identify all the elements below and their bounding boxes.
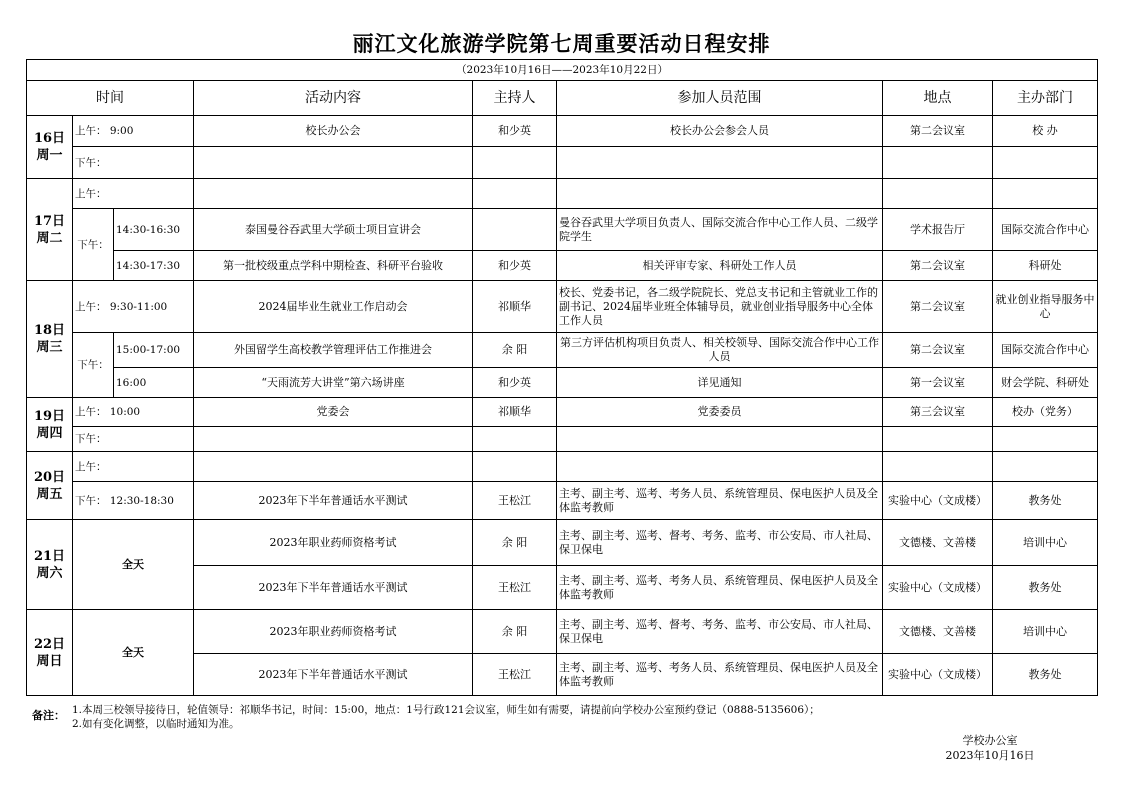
content-cell: 2023年下半年普通话水平测试 [194,654,473,696]
host-cell: 余 阳 [473,520,557,566]
location-cell: 第二会议室 [883,333,993,368]
note-item: 1.本周三校领导接待日，轮值领导：祁顺华书记，时间：15:00，地点：1号行政121会议室，师生如有需要，请提前向学校办公室预约登记（0888-5135606）； [72,704,820,716]
location-cell: 文德楼、文善楼 [883,520,993,566]
participants-cell: 相关评审专家、科研处工作人员 [557,251,883,281]
am-label: 上午： [73,452,194,482]
allday-label: 全天 [73,610,194,696]
host-cell: 王松江 [473,566,557,610]
host-cell: 余 阳 [473,610,557,654]
table-row [27,452,1098,482]
participants-cell: 主考、副主考、巡考、考务人员、系统管理员、保电医护人员及全体监考教师 [557,566,883,610]
location-cell: 第二会议室 [883,116,993,147]
time-cell: 15:00-17:00 [114,333,194,368]
host-cell: 祁顺华 [473,398,557,427]
dept-cell: 培训中心 [993,610,1098,654]
pm-label: 下午： [73,333,114,398]
location-cell: 学术报告厅 [883,209,993,251]
dept-cell: 国际交流合作中心 [993,333,1098,368]
day-cell-21: 21日 周六 [27,520,73,610]
signature-office: 学校办公室 [962,734,1018,747]
am-label: 上午： [73,179,194,209]
day-cell-16: 16日 周一 [27,116,73,179]
note-item: 2.如有变化调整，以临时通知为准。 [72,718,240,730]
time-cell: 14:30-16:30 [114,209,194,251]
table-row [27,398,1098,427]
allday-label: 全天 [73,520,194,610]
dept-cell: 就业创业指导服务中心 [993,281,1098,333]
host-cell: 和少英 [473,368,557,398]
host-cell: 王松江 [473,482,557,520]
time-cell: 上午： 9:30-11:00 [73,281,194,333]
dept-cell: 教务处 [993,566,1098,610]
pm-label: 下午： [73,147,194,179]
schedule-table [26,59,1098,696]
day-cell-20: 20日 周五 [27,452,73,520]
header-location: 地点 [883,81,993,116]
content-cell: “天雨流芳大讲堂”第六场讲座 [194,368,473,398]
content-cell: 外国留学生高校教学管理评估工作推进会 [194,333,473,368]
pm-label: 下午： [73,209,114,281]
content-cell: 泰国曼谷吞武里大学硕士项目宣讲会 [194,209,473,251]
host-cell: 祁顺华 [473,281,557,333]
notes-label: 备注： [32,709,65,722]
table-row [27,147,1098,179]
dept-cell: 校 办 [993,116,1098,147]
header-dept: 主办部门 [993,81,1098,116]
location-cell: 实验中心（文成楼） [883,654,993,696]
table-row [27,368,1098,398]
header-host: 主持人 [473,81,557,116]
time-cell: 上午： 10:00 [73,398,194,427]
table-row [27,116,1098,147]
content-cell: 2023年下半年普通话水平测试 [194,566,473,610]
table-row [27,179,1098,209]
content-cell: 校长办公会 [194,116,473,147]
participants-cell: 主考、副主考、巡考、考务人员、系统管理员、保电医护人员及全体监考教师 [557,482,883,520]
table-row [27,333,1098,368]
table-row [27,281,1098,333]
date-range: （2023年10月16日——2023年10月22日） [27,60,1098,81]
host-cell: 王松江 [473,654,557,696]
content-cell: 第一批校级重点学科中期检查、科研平台验收 [194,251,473,281]
host-cell [473,209,557,251]
table-row [27,209,1098,251]
dept-cell: 校办（党务） [993,398,1098,427]
content-cell: 2023年下半年普通话水平测试 [194,482,473,520]
location-cell: 第三会议室 [883,398,993,427]
day-cell-18: 18日 周三 [27,281,73,398]
participants-cell: 校长办公会参会人员 [557,116,883,147]
location-cell: 实验中心（文成楼） [883,482,993,520]
host-cell: 余 阳 [473,333,557,368]
day-cell-17: 17日 周二 [27,179,73,281]
participants-cell: 主考、副主考、巡考、督考、考务、监考、市公安局、市人社局、保卫保电 [557,520,883,566]
table-row [27,610,1098,654]
participants-cell: 曼谷吞武里大学项目负责人、国际交流合作中心工作人员、二级学院学生 [557,209,883,251]
time-cell: 下午： 12:30-18:30 [73,482,194,520]
time-cell: 16:00 [114,368,194,398]
day-cell-22: 22日 周日 [27,610,73,696]
table-row [27,427,1098,452]
table-row [27,251,1098,281]
dept-cell: 培训中心 [993,520,1098,566]
dept-cell: 国际交流合作中心 [993,209,1098,251]
participants-cell: 详见通知 [557,368,883,398]
location-cell: 第一会议室 [883,368,993,398]
content-cell: 党委会 [194,398,473,427]
location-cell: 实验中心（文成楼） [883,566,993,610]
pm-label: 下午： [73,427,194,452]
participants-cell: 校长、党委书记，各二级学院院长、党总支书记和主管就业工作的副书记、2024届毕业班全体辅导员，就业创业指导服务中心全体工作人员 [557,281,883,333]
dept-cell: 教务处 [993,654,1098,696]
location-cell: 第二会议室 [883,281,993,333]
participants-cell: 主考、副主考、巡考、考务人员、系统管理员、保电医护人员及全体监考教师 [557,654,883,696]
location-cell: 第二会议室 [883,251,993,281]
signature-date: 2023年10月16日 [945,749,1035,762]
dept-cell: 财会学院、科研处 [993,368,1098,398]
header-participants: 参加人员范围 [557,81,883,116]
time-cell: 上午： 9:00 [73,116,194,147]
host-cell: 和少英 [473,251,557,281]
location-cell: 文德楼、文善楼 [883,610,993,654]
content-cell: 2023年职业药师资格考试 [194,610,473,654]
table-row [27,520,1098,566]
content-cell: 2024届毕业生就业工作启动会 [194,281,473,333]
page-title: 丽江文化旅游学院第七周重要活动日程安排 [352,31,771,56]
participants-cell: 主考、副主考、巡考、督考、考务、监考、市公安局、市人社局、保卫保电 [557,610,883,654]
header-content: 活动内容 [194,81,473,116]
time-cell: 14:30-17:30 [114,251,194,281]
header-time: 时间 [27,81,194,116]
dept-cell: 科研处 [993,251,1098,281]
day-cell-19: 19日 周四 [27,398,73,452]
participants-cell: 第三方评估机构项目负责人、相关校领导、国际交流合作中心工作人员 [557,333,883,368]
participants-cell: 党委委员 [557,398,883,427]
dept-cell: 教务处 [993,482,1098,520]
content-cell: 2023年职业药师资格考试 [194,520,473,566]
host-cell: 和少英 [473,116,557,147]
table-row [27,482,1098,520]
